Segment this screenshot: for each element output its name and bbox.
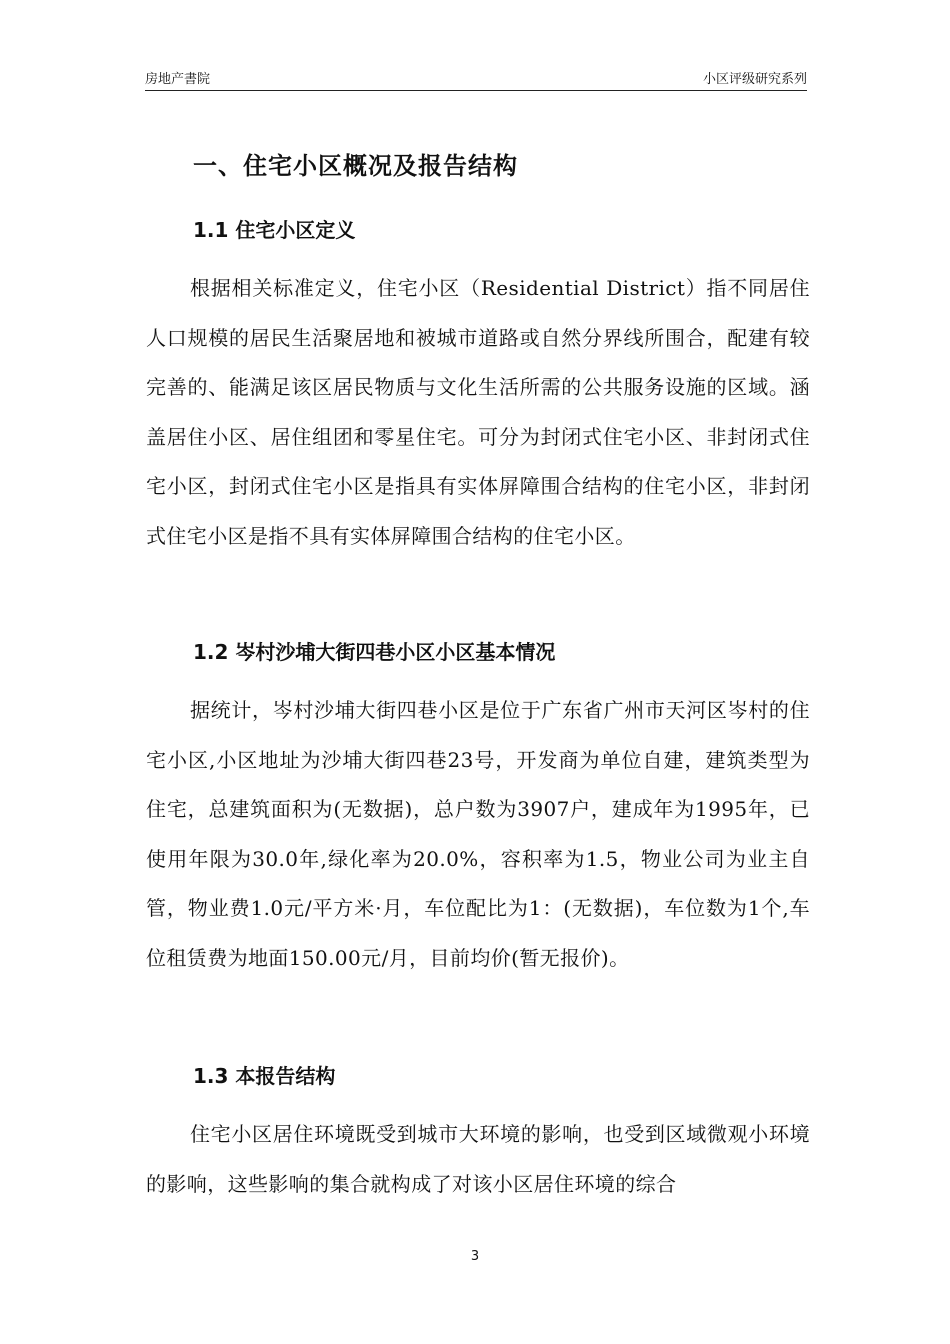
chapter-title: 一、住宅小区概况及报告结构 [193, 152, 518, 180]
section-paragraph-1-3: 住宅小区居住环境既受到城市大环境的影响，也受到区域微观小环境的影响，这些影响的集合就构成了对该小区居住环境的综合 [146, 1122, 810, 1196]
page-number: 3 [470, 1249, 480, 1264]
header-left-title: 房地产書院 [145, 72, 211, 87]
section-heading-1-3: 1.3 本报告结构 [193, 1064, 336, 1088]
section-heading-1-2: 1.2 岑村沙埔大街四巷小区小区基本情况 [193, 640, 556, 664]
header-right-title: 小区评级研究系列 [702, 72, 807, 87]
section-paragraph-1-2: 据统计，岑村沙埔大街四巷小区是位于广东省广州市天河区岑村的住宅小区,小区地址为沙埔大街四巷23号，开发商为单位自建，建筑类型为住宅，总建筑面积为(无数据)，总户数为3907户，建成年为1995年，已使用年限为30.0年,绿化率为20.0%，容积率为1.5，物业公司为业主自管，物业费1.0元/平方米·月，车位配比为1：(无数据)，车位数为1个,车位租赁费为地面150.00元/月，目前均价(暂无报价)。 [146, 698, 810, 970]
section-paragraph-1-1: 根据相关标准定义，住宅小区（Residential District）指不同居住人口规模的居民生活聚居地和被城市道路或自然分界线所围合，配建有较完善的、能满足该区居民物质与文化生活所需的公共服务设施的区域。涵盖居住小区、居住组团和零星住宅。可分为封闭式住宅小区、非封闭式住宅小区，封闭式住宅小区是指具有实体屏障围合结构的住宅小区，非封闭式住宅小区是指不具有实体屏障围合结构的住宅小区。 [146, 276, 810, 548]
page-header [145, 68, 807, 91]
section-heading-1-1: 1.1 住宅小区定义 [193, 218, 356, 242]
